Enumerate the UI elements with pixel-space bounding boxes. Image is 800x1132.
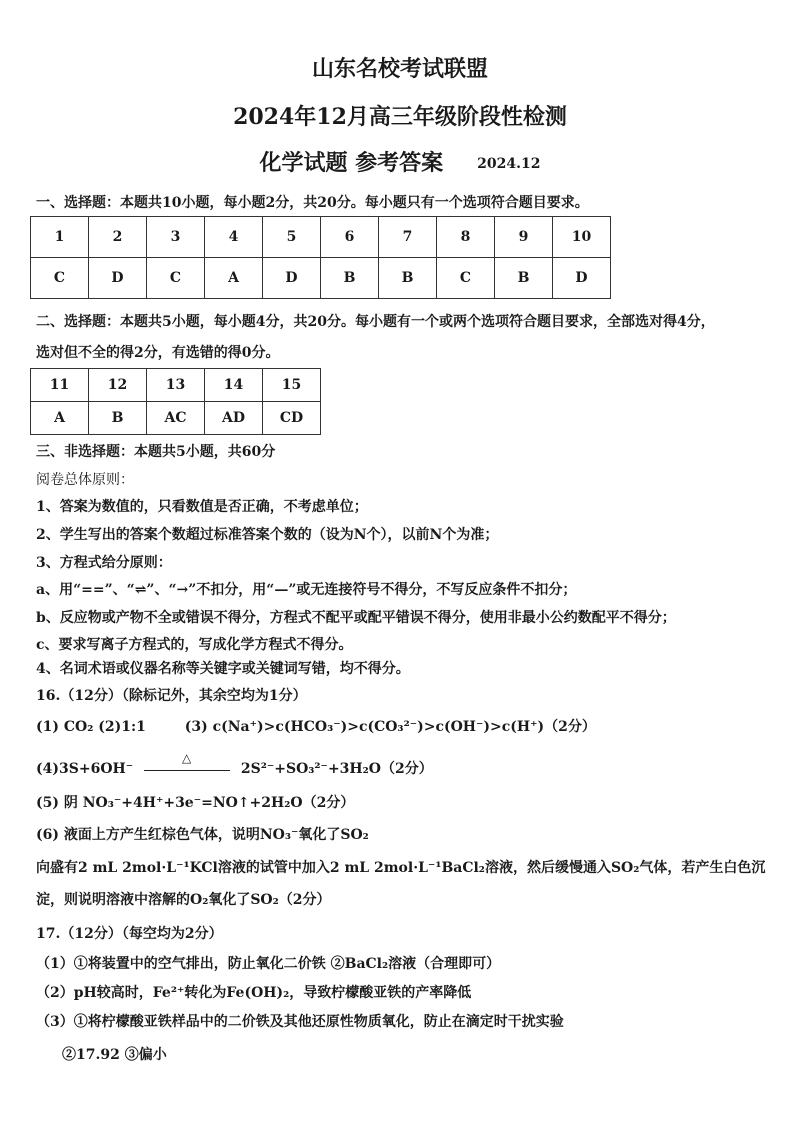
table-cell: 2: [89, 217, 147, 258]
q17-answer-3: （3）①将柠檬酸亚铁样品中的二价铁及其他还原性物质氧化，防止在滴定时干扰实验: [36, 1014, 564, 1030]
equation-right: 2S²⁻+SO₃²⁻+3H₂O（2分）: [240, 761, 433, 777]
equation-left: (4)3S+6OH⁻: [36, 761, 134, 777]
section3-title: 三、非选择题：本题共5小题，共60分: [36, 444, 276, 460]
table-cell: 3: [147, 217, 205, 258]
q16-answer-1: (1) CO₂ (2)1:1: [36, 719, 146, 735]
section1-answer-table: [30, 216, 611, 299]
table-cell: 4: [205, 217, 263, 258]
table-row-numbers: [31, 217, 611, 258]
table-cell: D: [89, 258, 147, 299]
table-cell: AC: [147, 402, 205, 435]
equation-bar: [144, 770, 230, 771]
principle-3a: a、用“==”、“⇌”、“→”不扣分，用“—”或无连接符号不得分，不写反应条件不扣分；: [36, 582, 577, 598]
principle-4: 4、名词术语或仪器名称等关键字或关键词写错，均不得分。: [36, 661, 410, 677]
principle-2: 2、学生写出的答案个数超过标准答案个数的（设为N个），以前N个为准；: [36, 527, 499, 543]
principle-3b: b、反应物或产物不全或错误不得分，方程式不配平或配平错误不得分，使用非最小公约数配平不得分；: [36, 610, 676, 626]
table-cell: B: [321, 258, 379, 299]
q17-answer-3b: ②17.92 ③偏小: [62, 1047, 167, 1063]
q17-header: 17.（12分）（每空均为2分）: [36, 926, 223, 942]
table-cell: B: [495, 258, 553, 299]
q16-header: 16.（12分）（除标记外，其余空均为1分）: [36, 688, 307, 704]
principle-1: 1、答案为数值的，只看数值是否正确，不考虑单位；: [36, 499, 368, 515]
table-cell: C: [147, 258, 205, 299]
table-cell: B: [379, 258, 437, 299]
q16-answer-1-2: [36, 716, 596, 736]
table-cell: 13: [147, 369, 205, 402]
table-cell: 12: [89, 369, 147, 402]
table-cell: CD: [263, 402, 321, 435]
principle-3c: c、要求写离子方程式的，写成化学方程式不得分。: [36, 637, 353, 653]
table-cell: 8: [437, 217, 495, 258]
table-cell: 11: [31, 369, 89, 402]
q16-answer-6-line2: 向盛有2 mL 2mol·L⁻¹KCl溶液的试管中加入2 mL 2mol·L⁻¹BaCl₂溶液，然后缓慢通入SO₂气体，若产生白色沉: [36, 860, 766, 876]
heat-triangle-icon: △: [182, 751, 192, 765]
table-cell: C: [31, 258, 89, 299]
principles-title: 阅卷总体原则：: [36, 472, 134, 488]
section1-title: 一、选择题：本题共10小题，每小题2分，共20分。每小题只有一个选项符合题目要求。: [36, 195, 589, 211]
table-cell: D: [553, 258, 611, 299]
exam-title: 2024年12月高三年级阶段性检测: [233, 104, 567, 130]
table-cell: 10: [553, 217, 611, 258]
table-cell: A: [205, 258, 263, 299]
table-row-answers: [31, 402, 321, 435]
q16-answer-6-line3: 淀，则说明溶液中溶解的O₂氧化了SO₂（2分）: [36, 892, 331, 908]
table-cell: C: [437, 258, 495, 299]
subject-title: [0, 146, 800, 177]
heating-arrow: [144, 751, 230, 775]
table-cell: 7: [379, 217, 437, 258]
table-cell: D: [263, 258, 321, 299]
q16-answer-5: (5) 阴 NO₃⁻+4H⁺+3e⁻=NO↑+2H₂O（2分）: [36, 795, 355, 811]
table-row-numbers: [31, 369, 321, 402]
table-cell: AD: [205, 402, 263, 435]
principle-3: 3、方程式给分原则：: [36, 555, 172, 571]
table-cell: A: [31, 402, 89, 435]
q17-answer-2: （2）pH较高时，Fe²⁺转化为Fe(OH)₂，导致柠檬酸亚铁的产率降低: [36, 985, 472, 1001]
table-cell: B: [89, 402, 147, 435]
org-title: 山东名校考试联盟: [311, 56, 488, 82]
q16-answer-3: (3) c(Na⁺)>c(HCO₃⁻)>c(CO₃²⁻)>c(OH⁻)>c(H⁺)（2分）: [184, 719, 596, 735]
q17-answer-1: （1）①将装置中的空气排出，防止氧化二价铁 ②BaCl₂溶液（合理即可）: [36, 956, 501, 972]
q16-answer-6: (6) 液面上方产生红棕色气体，说明NO₃⁻氧化了SO₂: [36, 827, 369, 843]
section2-answer-table: [30, 368, 321, 435]
table-cell: 9: [495, 217, 553, 258]
subject-label: 化学试题 参考答案: [259, 150, 444, 176]
table-cell: 6: [321, 217, 379, 258]
exam-date: 2024.12: [477, 156, 541, 172]
table-cell: 5: [263, 217, 321, 258]
section2-title-line2: 选对但不全的得2分，有选错的得0分。: [36, 345, 280, 361]
section2-title-line1: 二、选择题：本题共5小题，每小题4分，共20分。每小题有一个或两个选项符合题目要求，全部选对得4分，: [36, 314, 715, 330]
q16-answer-4: [36, 751, 433, 778]
table-row-answers: [31, 258, 611, 299]
table-cell: 15: [263, 369, 321, 402]
table-cell: 1: [31, 217, 89, 258]
table-cell: 14: [205, 369, 263, 402]
